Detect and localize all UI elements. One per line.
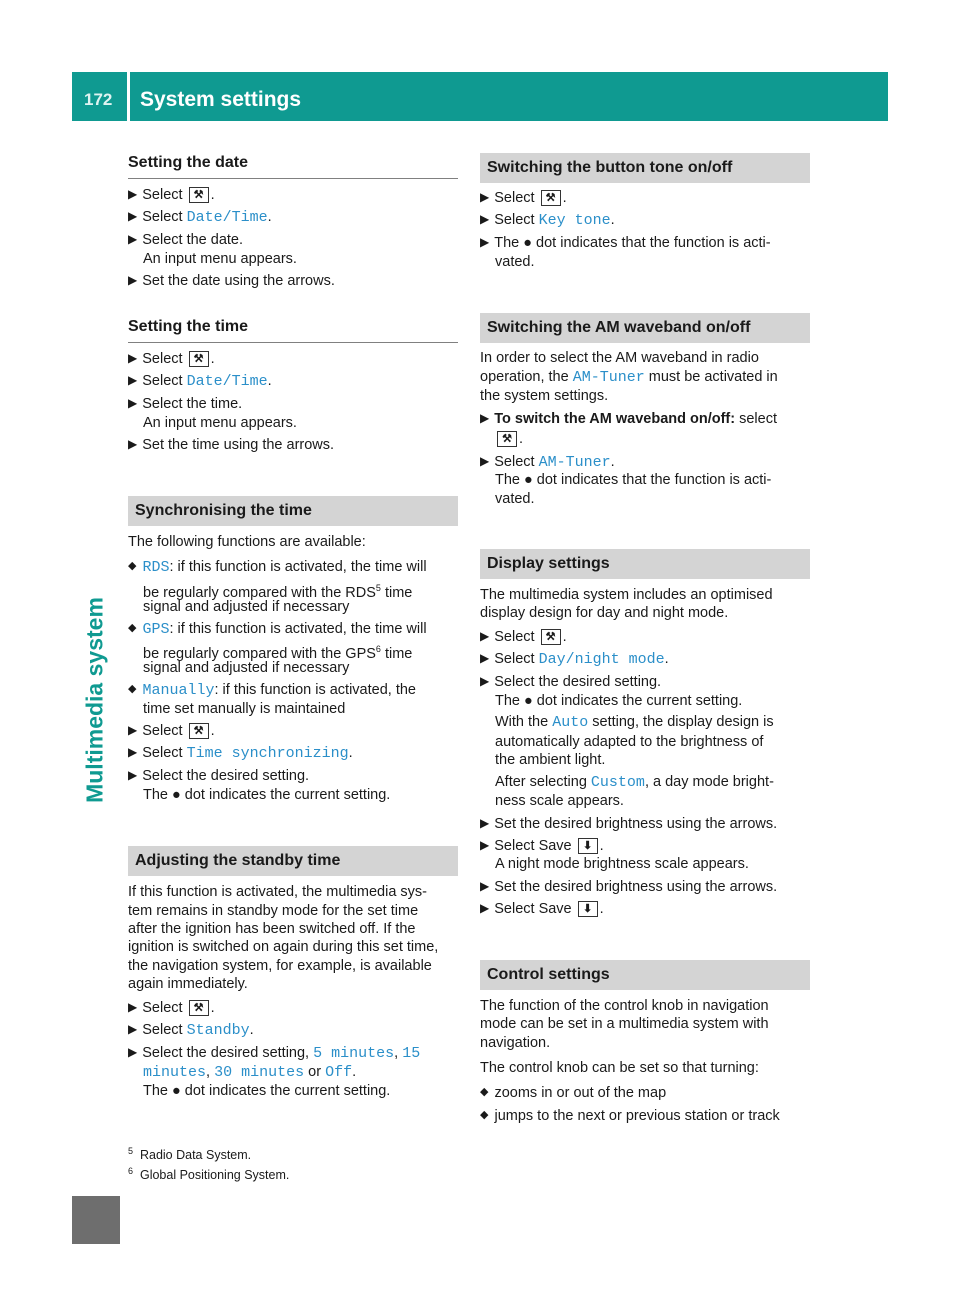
- paragraph: display design for day and night mode.: [480, 605, 729, 621]
- paragraph: the system settings.: [480, 388, 609, 404]
- step: ▶ Select ⚒ .: [480, 190, 567, 206]
- step: ▶ Select Save ⬇ .: [480, 838, 604, 854]
- step: ▶ Select the desired setting.: [480, 674, 662, 690]
- paragraph: again immediately.: [128, 976, 248, 992]
- bullet-icon: ◆: [128, 560, 137, 572]
- side-tab-label: Multimedia system: [81, 597, 108, 803]
- paragraph: The control knob can be set so that turning:: [480, 1060, 759, 1076]
- arrow-marker-icon: ▶: [128, 209, 138, 223]
- arrow-marker-icon: ▶: [480, 190, 490, 204]
- step-result: The ● dot indicates that the function is acti-: [495, 472, 772, 488]
- step: ▶ Select the date.: [128, 232, 243, 248]
- list-item: ◆ Manually: if this function is activated, the: [128, 682, 416, 699]
- step: ▶ Select ⚒ .: [128, 723, 215, 739]
- wrench-icon: ⚒: [189, 187, 209, 203]
- page-number: 172: [84, 90, 113, 109]
- step-result: An input menu appears.: [143, 415, 297, 431]
- wrench-icon: ⚒: [541, 190, 561, 206]
- step: ▶ Set the desired brightness using the arrows.: [480, 816, 778, 832]
- heading-display: Display settings: [480, 549, 810, 579]
- arrow-marker-icon: ▶: [480, 838, 490, 852]
- arrow-marker-icon: ▶: [128, 373, 138, 387]
- arrow-marker-icon: ▶: [480, 629, 490, 643]
- page-header: [72, 72, 888, 121]
- page-title: System settings: [140, 88, 302, 111]
- step: ▶ To switch the AM waveband on/off: select: [480, 411, 778, 427]
- heading-setting-time: Setting the time: [128, 318, 249, 335]
- paragraph: mode can be set in a multimedia system with: [480, 1016, 769, 1032]
- footnote: $^5$ Radio Data System.: [128, 1146, 252, 1163]
- paragraph: operation, the AM-Tuner must be activated in: [480, 369, 778, 386]
- step-cont: minutes, 30 minutes or Off.: [143, 1064, 357, 1081]
- arrow-marker-icon: ▶: [128, 437, 138, 451]
- step: ▶ Select Day/night mode.: [480, 651, 669, 668]
- step: ▶ Select Date/Time.: [128, 209, 272, 226]
- step-note: With the Auto setting, the display design is: [495, 714, 774, 731]
- list-item: ◆ GPS: if this function is activated, the time will: [128, 621, 427, 638]
- arrow-marker-icon: ▶: [480, 901, 490, 915]
- header-divider: [127, 72, 130, 121]
- step: ▶ Select the desired setting.: [128, 768, 310, 784]
- step: ▶ Select Date/Time.: [128, 373, 272, 390]
- step-result: The ● dot indicates the current setting.: [495, 693, 743, 709]
- step-note: ness scale appears.: [495, 793, 624, 809]
- wrench-icon: ⚒: [497, 431, 517, 447]
- step-note: the ambient light.: [495, 752, 606, 768]
- heading-synchronising: Synchronising the time: [128, 496, 458, 526]
- arrow-marker-icon: ▶: [480, 212, 490, 226]
- menu-item: Key tone: [538, 212, 611, 229]
- arrow-marker-icon: ▶: [128, 396, 138, 410]
- divider: [128, 178, 458, 179]
- list-item: ◆ zooms in or out of the map: [480, 1085, 667, 1101]
- arrow-marker-icon: ▶: [480, 816, 490, 830]
- arrow-marker-icon: ▶: [128, 1000, 138, 1014]
- step: ▶ Select ⚒ .: [480, 629, 567, 645]
- wrench-icon: ⚒: [189, 1000, 209, 1016]
- arrow-marker-icon: ▶: [480, 235, 490, 249]
- heading-standby: Adjusting the standby time: [128, 846, 458, 876]
- paragraph: navigation.: [480, 1035, 551, 1051]
- step: ▶ Select ⚒ .: [128, 351, 215, 367]
- arrow-marker-icon: ▶: [480, 651, 490, 665]
- list-item: ◆ RDS: if this function is activated, the time will: [128, 559, 427, 576]
- heading-setting-date: Setting the date: [128, 154, 249, 171]
- menu-item: Standby: [186, 1022, 250, 1039]
- step-result: The ● dot indicates the current setting.: [143, 1083, 391, 1099]
- step: ▶ Select Standby.: [128, 1022, 254, 1039]
- step: ▶ Select Time synchronizing.: [128, 745, 353, 762]
- step: ▶ Set the time using the arrows.: [128, 437, 335, 453]
- paragraph: the navigation system, for example, is available: [128, 958, 432, 974]
- footnote: $^6$ Global Positioning System.: [128, 1166, 290, 1183]
- step: ▶ Select AM-Tuner.: [480, 454, 615, 471]
- arrow-marker-icon: ▶: [128, 351, 138, 365]
- list-item-cont: be regularly compared with the GPS$^6$ time: [143, 644, 413, 662]
- step: ▶ Set the date using the arrows.: [128, 273, 335, 289]
- paragraph: tem remains in standby mode for the set time: [128, 903, 419, 919]
- wrench-icon: ⚒: [541, 629, 561, 645]
- menu-item: Date/Time: [186, 209, 268, 226]
- step-result: An input menu appears.: [143, 251, 297, 267]
- arrow-marker-icon: ▶: [128, 273, 138, 287]
- step-result: vated.: [495, 491, 535, 507]
- heading-button-tone: Switching the button tone on/off: [480, 153, 810, 183]
- menu-item: Date/Time: [186, 373, 268, 390]
- paragraph: If this function is activated, the multimedia sys-: [128, 884, 427, 900]
- bullet-icon: ◆: [128, 622, 137, 634]
- bullet-icon: ◆: [128, 683, 137, 695]
- arrow-marker-icon: ▶: [480, 674, 490, 688]
- step-cont: ⚒ .: [495, 430, 523, 448]
- step: ▶ Select the time.: [128, 396, 243, 412]
- step-note: automatically adapted to the brightness of: [495, 734, 764, 750]
- arrow-marker-icon: ▶: [128, 745, 138, 759]
- paragraph: The function of the control knob in navigation: [480, 998, 769, 1014]
- step: ▶ Select Save ⬇ .: [480, 901, 604, 917]
- bullet-icon: ◆: [480, 1109, 489, 1121]
- paragraph: In order to select the AM waveband in radio: [480, 350, 759, 366]
- list-item-cont: be regularly compared with the RDS$^5$ time: [143, 583, 413, 601]
- step: ▶ Select ⚒ .: [128, 187, 215, 203]
- step: ▶ Set the desired brightness using the arrows.: [480, 879, 778, 895]
- heading-control: Control settings: [480, 960, 810, 990]
- menu-item: Time synchronizing: [186, 745, 349, 762]
- step-result: vated.: [495, 254, 535, 270]
- wrench-icon: ⚒: [189, 351, 209, 367]
- step: ▶ Select Key tone.: [480, 212, 615, 229]
- paragraph: after the ignition has been switched off. If the: [128, 921, 416, 937]
- list-item-cont: signal and adjusted if necessary: [143, 599, 350, 615]
- arrow-marker-icon: ▶: [128, 187, 138, 201]
- step: ▶ Select the desired setting, 5 minutes, 15: [128, 1045, 421, 1062]
- step: ▶ The ● dot indicates that the function is acti-: [480, 235, 771, 251]
- arrow-marker-icon: ▶: [128, 723, 138, 737]
- arrow-marker-icon: ▶: [480, 411, 490, 425]
- step: ▶ Select ⚒ .: [128, 1000, 215, 1016]
- arrow-marker-icon: ▶: [128, 1045, 138, 1059]
- wrench-icon: ⚒: [189, 723, 209, 739]
- save-icon: ⬇: [578, 901, 598, 917]
- step-note: After selecting Custom, a day mode bright-: [495, 774, 774, 791]
- arrow-marker-icon: ▶: [128, 232, 138, 246]
- arrow-marker-icon: ▶: [128, 768, 138, 782]
- arrow-marker-icon: ▶: [128, 1022, 138, 1036]
- menu-item: AM-Tuner: [538, 454, 611, 471]
- divider: [128, 342, 458, 343]
- heading-am-waveband: Switching the AM waveband on/off: [480, 313, 810, 343]
- list-item: ◆ jumps to the next or previous station or track: [480, 1108, 780, 1124]
- list-item-cont: signal and adjusted if necessary: [143, 660, 350, 676]
- step-result: The ● dot indicates the current setting.: [143, 787, 391, 803]
- arrow-marker-icon: ▶: [480, 879, 490, 893]
- side-tab: [80, 585, 110, 815]
- bullet-icon: ◆: [480, 1086, 489, 1098]
- list-item-cont: time set manually is maintained: [143, 701, 346, 717]
- arrow-marker-icon: ▶: [480, 454, 490, 468]
- paragraph: The multimedia system includes an optimised: [480, 587, 773, 603]
- paragraph: ignition is switched on again during this set time,: [128, 939, 439, 955]
- save-icon: ⬇: [578, 838, 598, 854]
- menu-item: Day/night mode: [538, 651, 665, 668]
- side-marker: [72, 1196, 120, 1244]
- paragraph: The following functions are available:: [128, 534, 366, 550]
- step-result: A night mode brightness scale appears.: [495, 856, 749, 872]
